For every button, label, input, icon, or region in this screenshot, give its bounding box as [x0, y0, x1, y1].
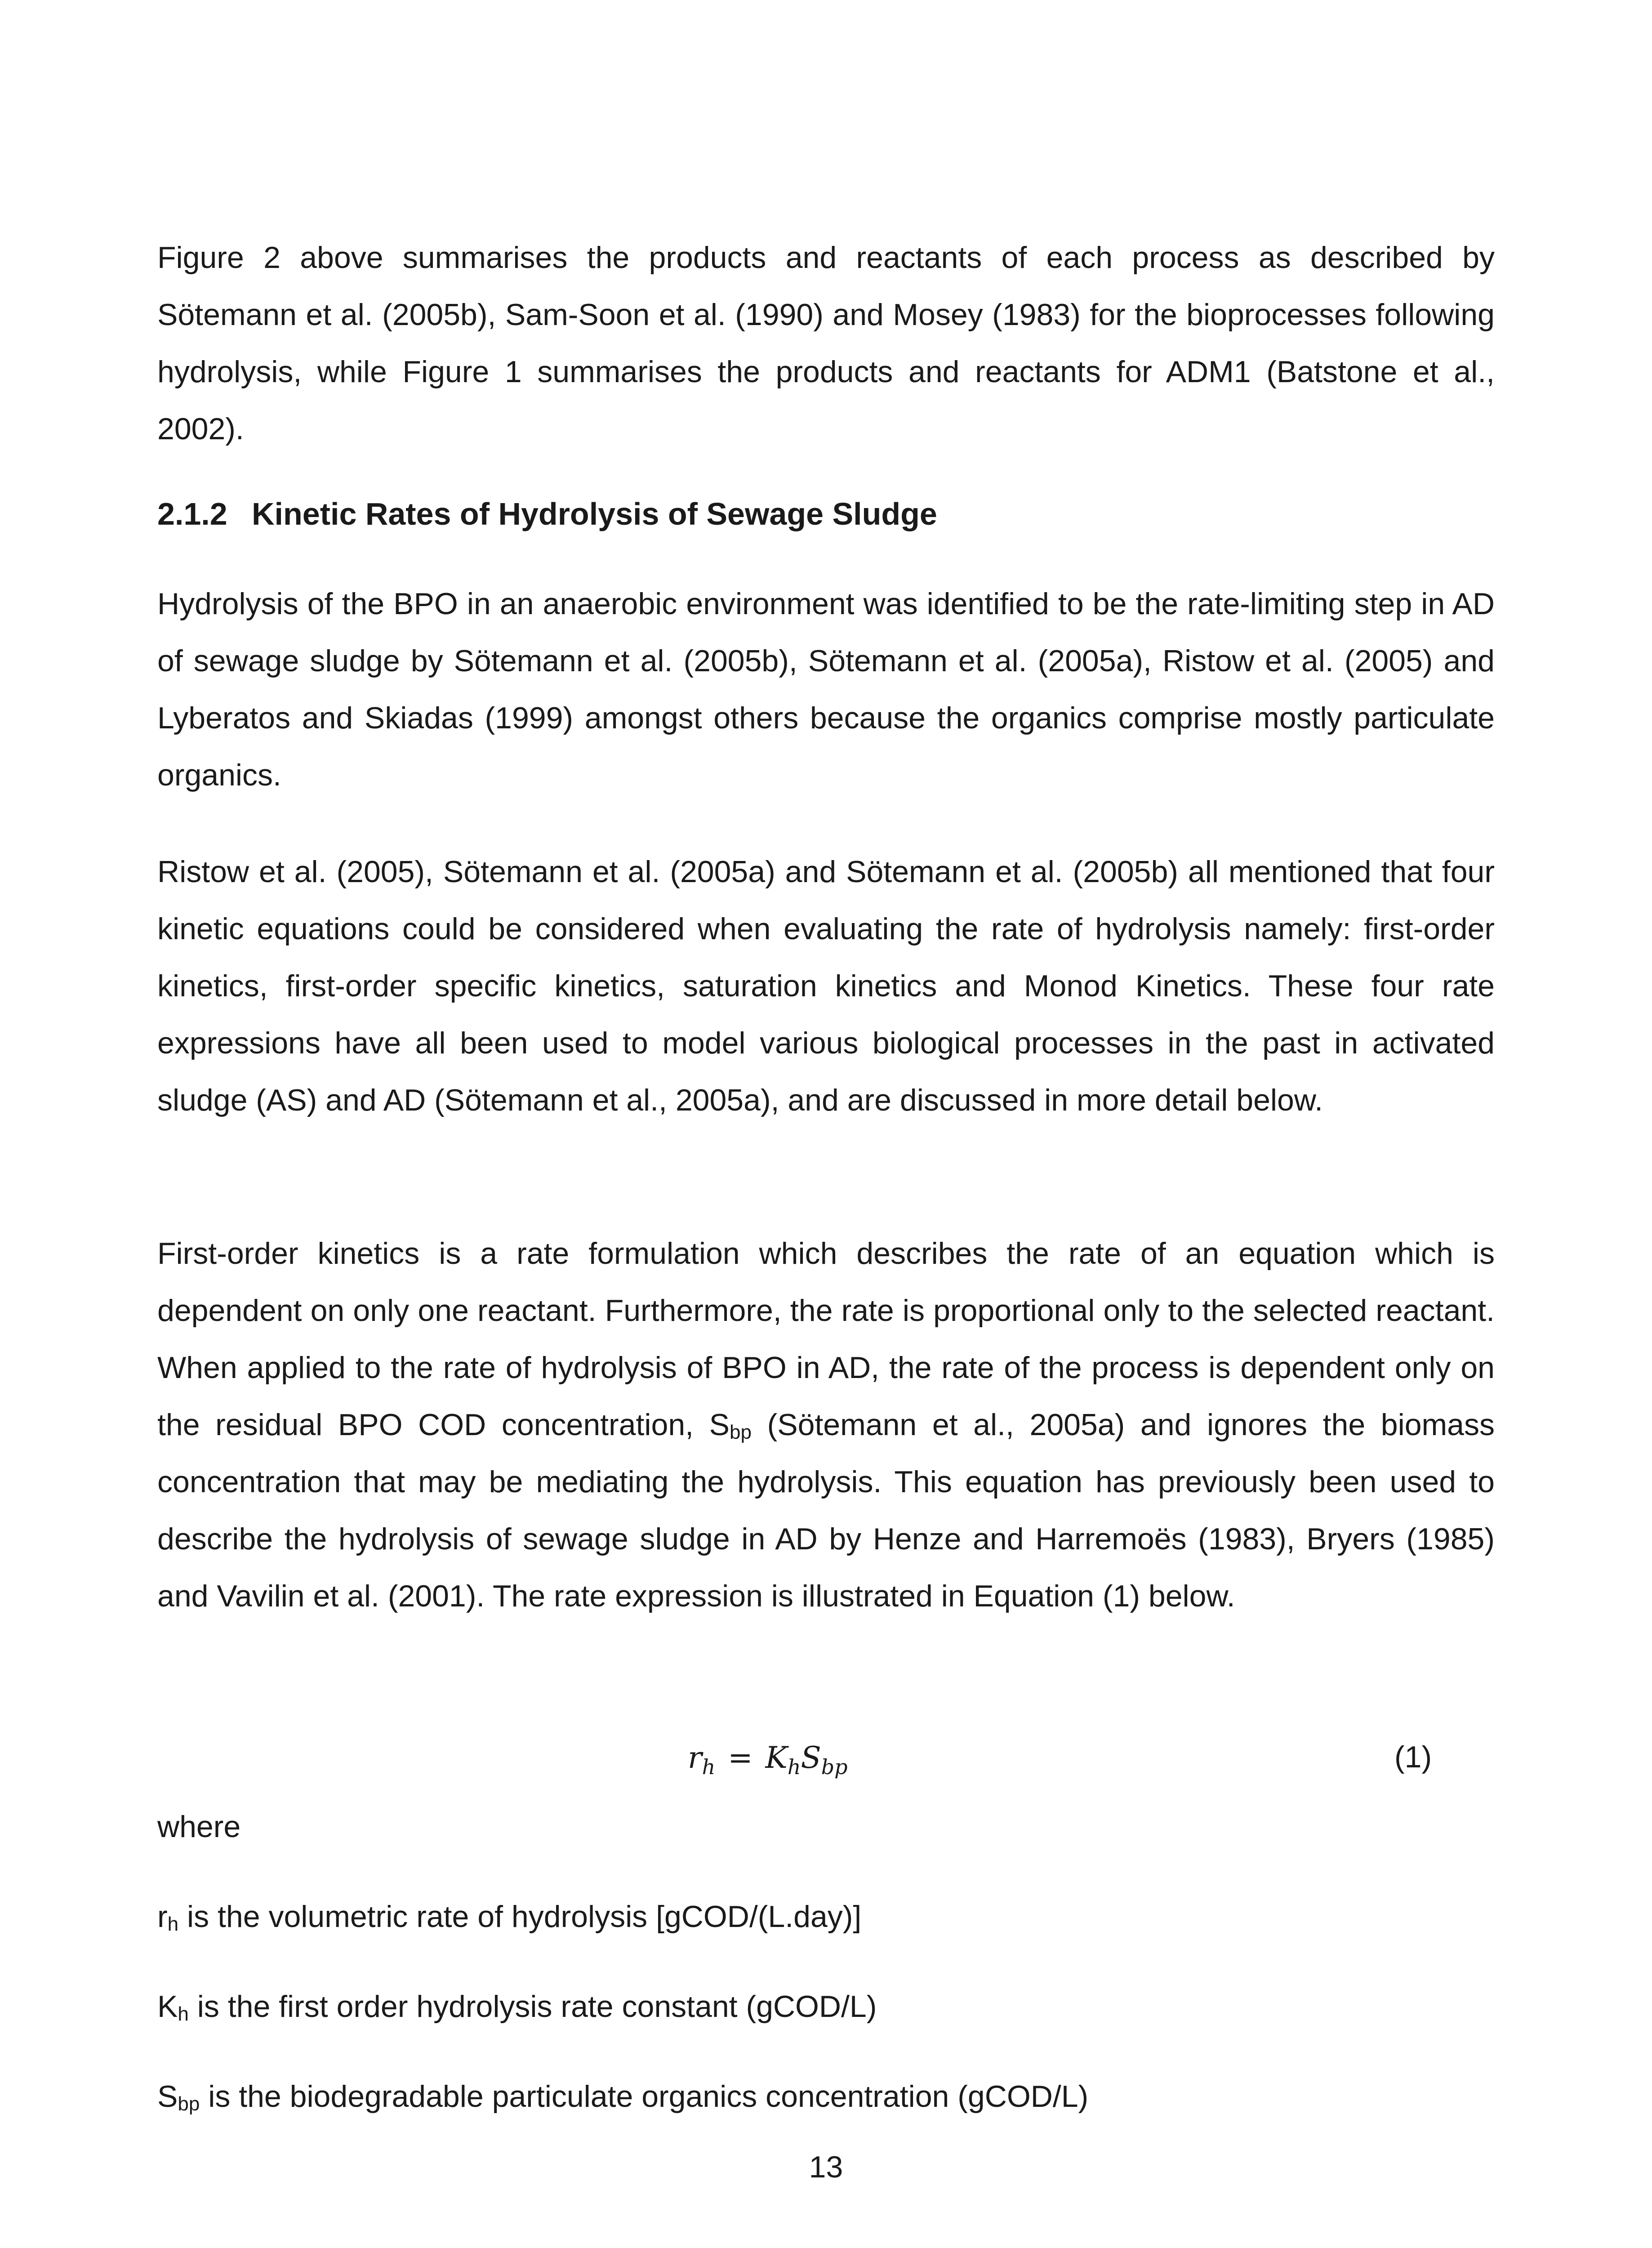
symbol-subscript: h [167, 1913, 179, 1935]
definition-kh [157, 1978, 1495, 2035]
where-label: where [157, 1810, 241, 1844]
definition-symbol [157, 2079, 200, 2114]
rhs-s-subscript: bp [821, 1755, 848, 1779]
symbol-subscript: bp [178, 2093, 200, 2115]
paragraph-first-order-kinetics [157, 1225, 1495, 1625]
inline-subscript: bp [730, 1421, 752, 1443]
symbol-base: r [157, 1900, 168, 1934]
equals-sign: = [728, 1740, 753, 1775]
paragraph-text-part-1: First-order kinetics is a rate formulation which describes the rate of an equation which is dependent on only one reactant. Furthermore, the rate is proportional only to the selected reactant. When applied to the rate of hydrolysis of BPO in AD, the rate of the process is dependent only on the residual BPO COD concentration, S [157, 1236, 1495, 1442]
page-number: 13 [809, 2150, 843, 2184]
definition-text: is the volumetric rate of hydrolysis [gCOD/(L.day)] [178, 1900, 862, 1934]
lhs-symbol: r [688, 1740, 702, 1775]
definition-text: is the first order hydrolysis rate constant (gCOD/L) [188, 1989, 877, 2024]
equation-rhs [765, 1740, 848, 1779]
definition-text: is the biodegradable particulate organics concentration (gCOD/L) [200, 2079, 1089, 2114]
rhs-k-subscript: h [787, 1755, 801, 1779]
paragraph-text-part-2: (Sötemann et al., 2005a) and ignores the biomass concentration that may be mediating the hydrolysis. This equation has previously been used to describe the hydrolysis of sewage sludge in AD by Henze and Harremoës (1983), Bryers (1985) and Vavilin et al. (2001). The rate expression is illustrated in Equation (1) below. [157, 1408, 1495, 1613]
definition-sbp [157, 2068, 1495, 2125]
symbol-base: S [157, 2079, 178, 2114]
equation-lhs [688, 1740, 716, 1779]
definition-symbol [157, 1989, 189, 2024]
paragraph-figure-summary: Figure 2 above summarises the products and reactants of each process as described by Sötemann et al. (2005b), Sam-Soon et al. (1990) and Mosey (1983) for the bioprocesses following hydrolysis, while Figure 1 summarises the products and reactants for ADM1 (Batstone et al., 2002). [157, 241, 1495, 446]
symbol-subscript: h [178, 2003, 189, 2025]
section-title: Kinetic Rates of Hydrolysis of Sewage Sludge [252, 496, 937, 531]
symbol-base: K [157, 1989, 178, 2024]
section-heading [157, 486, 1495, 543]
rhs-s-symbol: S [801, 1740, 821, 1775]
lhs-subscript: h [702, 1755, 716, 1779]
equation-1 [157, 1729, 1495, 1787]
equation-number: (1) [1394, 1740, 1432, 1774]
definition-symbol [157, 1900, 178, 1934]
definition-rh [157, 1888, 1495, 1945]
section-number: 2.1.2 [157, 496, 227, 531]
equation-expression [688, 1729, 848, 1787]
paragraph-hydrolysis-rate-limiting: Hydrolysis of the BPO in an anaerobic environment was identified to be the rate-limiting step in AD of sewage sludge by Sötemann et al. (2005b), Sötemann et al. (2005a), Ristow et al. (2005) and Lyberatos and Skiadas (1999) amongst others because the organics comprise mostly particulate organics. [157, 587, 1495, 792]
paragraph-kinetic-equations: Ristow et al. (2005), Sötemann et al. (2005a) and Sötemann et al. (2005b) all mentioned that four kinetic equations could be considered when evaluating the rate of hydrolysis namely: first-order kinetics, first-order specific kinetics, saturation kinetics and Monod Kinetics. These four rate expressions have all been used to model various biological processes in the past in activated sludge (AS) and AD (Sötemann et al., 2005a), and are discussed in more detail below. [157, 855, 1495, 1117]
rhs-k-symbol: K [765, 1740, 788, 1775]
